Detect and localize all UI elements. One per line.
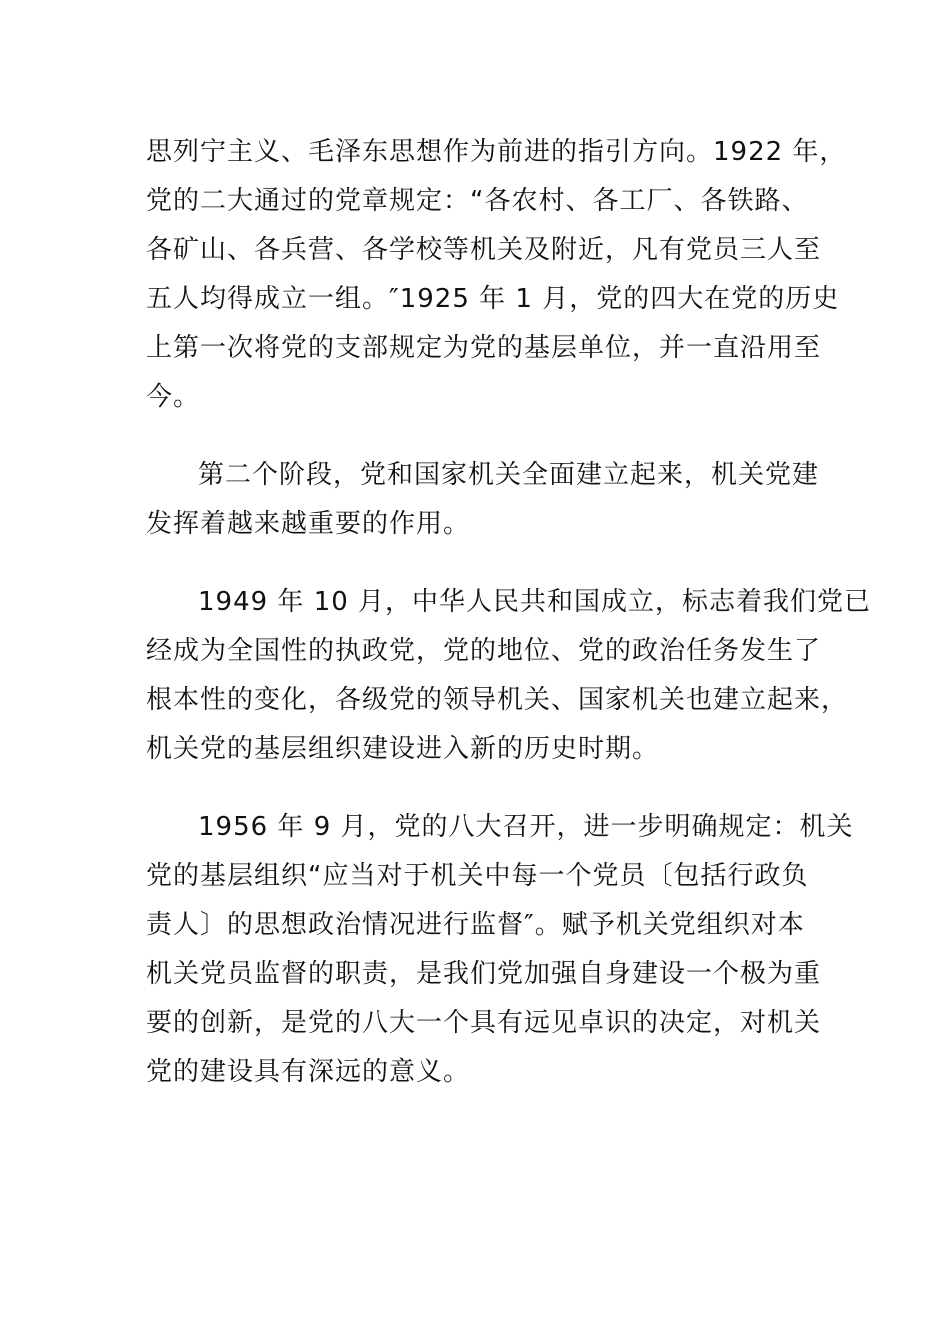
document-body	[146, 128, 872, 1126]
text-line: 根本性的变化，各级党的领导机关、国家机关也建立起来，	[146, 685, 849, 715]
text-line: 1949 年 10 月，中华人民共和国成立，标志着我们党已	[198, 587, 872, 617]
paragraph-2	[146, 451, 820, 549]
text-line: 思列宁主义、毛泽东思想作为前进的指引方向。1922 年，	[146, 137, 847, 167]
paragraph-1	[146, 128, 847, 422]
paragraph-3	[146, 578, 872, 774]
text-line: 第二个阶段，党和国家机关全面建立起来，机关党建	[198, 460, 820, 490]
text-line: 各矿山、各兵营、各学校等机关及附近，凡有党员三人至	[146, 235, 822, 265]
text-line: 党的基层组织“应当对于机关中每一个党员〔包括行政负	[146, 861, 809, 891]
text-line: 机关党员监督的职责，是我们党加强自身建设一个极为重	[146, 959, 822, 989]
text-line: 发挥着越来越重要的作用。	[146, 509, 471, 539]
text-line: 经成为全国性的执政党，党的地位、党的政治任务发生了	[146, 636, 822, 666]
text-line: 机关党的基层组织建设进入新的历史时期。	[146, 734, 660, 764]
paragraph-4	[146, 803, 854, 1097]
text-line: 五人均得成立一组。″1925 年 1 月，党的四大在党的历史	[146, 284, 840, 314]
text-line: 党的建设具有深远的意义。	[146, 1057, 471, 1087]
text-line: 党的二大通过的党章规定：“各农村、各工厂、各铁路、	[146, 186, 809, 216]
text-line: 今。	[146, 382, 201, 412]
text-line: 1956 年 9 月，党的八大召开，进一步明确规定：机关	[198, 812, 854, 842]
text-line: 上第一次将党的支部规定为党的基层单位，并一直沿用至	[146, 333, 822, 363]
text-line: 责人〕的思想政治情况进行监督″。赋予机关党组织对本	[146, 910, 805, 940]
text-line: 要的创新，是党的八大一个具有远见卓识的决定，对机关	[146, 1008, 822, 1038]
